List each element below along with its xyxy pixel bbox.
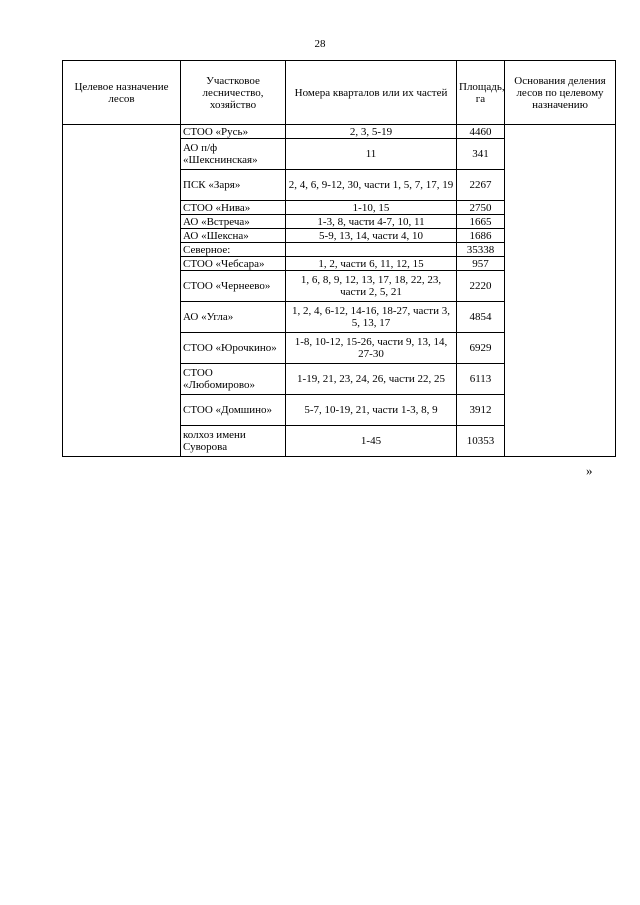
area-cell: 341 — [457, 139, 505, 170]
area-cell: 2267 — [457, 170, 505, 201]
table-header-row — [63, 61, 616, 125]
quarters-cell: 1-45 — [286, 426, 457, 457]
header-quarters: Номера кварталов или их частей — [286, 61, 457, 125]
basis-cell — [505, 125, 616, 457]
forestry-name-cell: СТОО «Любомирово» — [181, 364, 286, 395]
closing-quote: » — [586, 463, 593, 478]
quarters-cell: 2, 3, 5-19 — [286, 125, 457, 139]
area-cell: 1665 — [457, 215, 505, 229]
area-cell: 2750 — [457, 201, 505, 215]
area-cell: 4460 — [457, 125, 505, 139]
quarters-cell: 2, 4, 6, 9-12, 30, части 1, 5, 7, 17, 19 — [286, 170, 457, 201]
table-body — [63, 125, 616, 457]
forestry-name-cell: АО «Шексна» — [181, 229, 286, 243]
table-row — [63, 125, 616, 139]
forestry-name-cell: колхоз имени Суворова — [181, 426, 286, 457]
area-cell: 2220 — [457, 271, 505, 302]
quarters-cell: 1, 6, 8, 9, 12, 13, 17, 18, 22, 23, части 2, 5, 21 — [286, 271, 457, 302]
quarters-cell: 1, 2, части 6, 11, 12, 15 — [286, 257, 457, 271]
quarters-cell: 1-3, 8, части 4-7, 10, 11 — [286, 215, 457, 229]
forestry-name-cell: СТОО «Юрочкино» — [181, 333, 286, 364]
header-forestry: Участковое лесничество, хозяйство — [181, 61, 286, 125]
quarters-cell: 1-10, 15 — [286, 201, 457, 215]
quarters-cell: 1-19, 21, 23, 24, 26, части 22, 25 — [286, 364, 457, 395]
quarters-cell: 5-7, 10-19, 21, части 1-3, 8, 9 — [286, 395, 457, 426]
header-purpose: Целевое назначение лесов — [63, 61, 181, 125]
area-cell: 4854 — [457, 302, 505, 333]
area-cell: 10353 — [457, 426, 505, 457]
purpose-cell — [63, 125, 181, 457]
quarters-cell — [286, 243, 457, 257]
forestry-name-cell: Северное: — [181, 243, 286, 257]
forestry-name-cell: АО «Угла» — [181, 302, 286, 333]
area-cell: 1686 — [457, 229, 505, 243]
forestry-name-cell: АО п/ф «Шекснинская» — [181, 139, 286, 170]
header-area: Площадь, га — [457, 61, 505, 125]
quarters-cell: 5-9, 13, 14, части 4, 10 — [286, 229, 457, 243]
quarters-cell: 11 — [286, 139, 457, 170]
forestry-name-cell: СТОО «Чернеево» — [181, 271, 286, 302]
area-cell: 6929 — [457, 333, 505, 364]
area-cell: 6113 — [457, 364, 505, 395]
forestry-name-cell: АО «Встреча» — [181, 215, 286, 229]
forestry-name-cell: СТОО «Домшино» — [181, 395, 286, 426]
area-cell: 3912 — [457, 395, 505, 426]
header-basis: Основания деления лесов по целевому назначению — [505, 61, 616, 125]
quarters-cell: 1, 2, 4, 6-12, 14-16, 18-27, части 3, 5, 13, 17 — [286, 302, 457, 333]
forest-purpose-table — [62, 60, 616, 457]
forestry-name-cell: СТОО «Чебсара» — [181, 257, 286, 271]
forestry-name-cell: СТОО «Нива» — [181, 201, 286, 215]
area-cell: 35338 — [457, 243, 505, 257]
quarters-cell: 1-8, 10-12, 15-26, части 9, 13, 14, 27-30 — [286, 333, 457, 364]
area-cell: 957 — [457, 257, 505, 271]
forestry-name-cell: ПСК «Заря» — [181, 170, 286, 201]
forestry-name-cell: СТОО «Русь» — [181, 125, 286, 139]
page-number: 28 — [314, 38, 326, 50]
